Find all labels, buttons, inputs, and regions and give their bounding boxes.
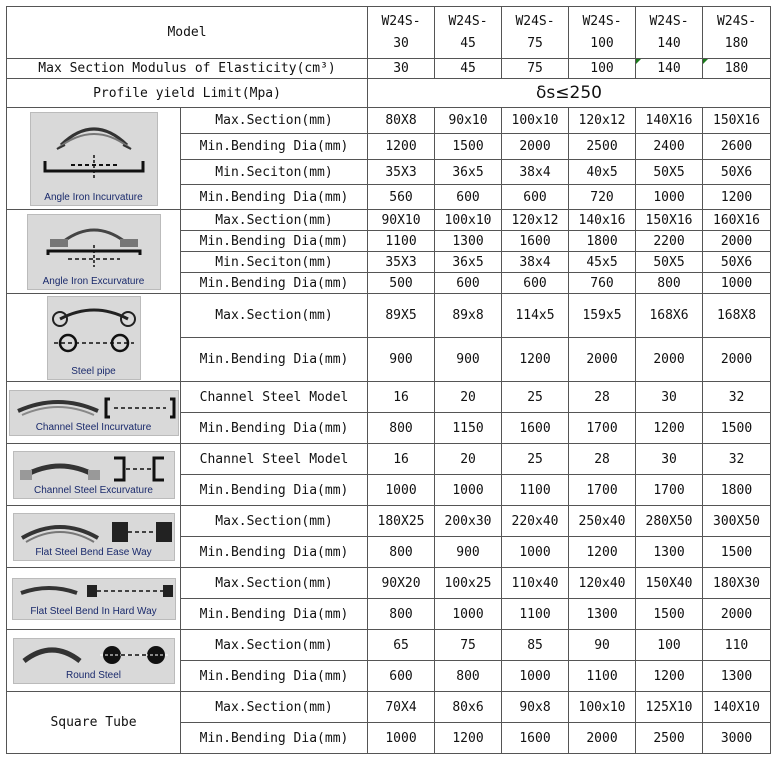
param-label: Max.Section(mm) xyxy=(181,692,368,723)
table-cell: 90x10 xyxy=(435,108,502,134)
model-line2: 180 xyxy=(724,35,749,51)
table-cell: 45x5 xyxy=(569,252,636,273)
table-cell: 150X16 xyxy=(703,108,771,134)
group-image-angle-incurvature xyxy=(7,108,181,210)
group-caption: Angle Iron Incurvature xyxy=(44,191,143,203)
table-cell: 168X6 xyxy=(636,294,703,338)
table-cell: 2200 xyxy=(636,231,703,252)
table-cell: 159x5 xyxy=(569,294,636,338)
flat-hard-way-icon xyxy=(13,579,175,605)
table-cell: 800 xyxy=(368,413,435,444)
table-cell: 100 xyxy=(636,630,703,661)
table-cell: 1700 xyxy=(569,413,636,444)
group-caption: Channel Steel Incurvature xyxy=(35,421,152,433)
table-cell: 500 xyxy=(368,273,435,294)
table-cell: 1100 xyxy=(502,475,569,506)
table-cell: 168X8 xyxy=(703,294,771,338)
table-cell: 32 xyxy=(703,444,771,475)
table-cell: 90x8 xyxy=(502,692,569,723)
table-cell: 1000 xyxy=(636,185,703,210)
table-cell: 2400 xyxy=(636,134,703,160)
table-cell: 600 xyxy=(435,273,502,294)
table-cell: 30 xyxy=(636,444,703,475)
table-cell: 1200 xyxy=(368,134,435,160)
param-label: Channel Steel Model xyxy=(181,444,368,475)
table-cell: 1200 xyxy=(636,661,703,692)
angle-excurvature-illustration xyxy=(27,214,161,290)
table-cell: 800 xyxy=(636,273,703,294)
steel-pipe-illustration xyxy=(47,296,141,380)
table-cell: 28 xyxy=(569,382,636,413)
table-cell: 2600 xyxy=(703,134,771,160)
model-label: Model xyxy=(7,7,368,59)
round-steel-illustration xyxy=(13,638,175,684)
table-cell: 600 xyxy=(502,185,569,210)
table-cell: 110x40 xyxy=(502,568,569,599)
param-label: Min.Bending Dia(mm) xyxy=(181,273,368,294)
table-cell: 50X5 xyxy=(636,252,703,273)
table-cell: 1600 xyxy=(502,723,569,754)
table-cell: 180X30 xyxy=(703,568,771,599)
table-cell: 900 xyxy=(435,537,502,568)
param-label: Max.Section(mm) xyxy=(181,506,368,537)
model-header-30 xyxy=(368,7,435,59)
table-cell: 25 xyxy=(502,444,569,475)
table-cell: 1000 xyxy=(703,273,771,294)
header-row xyxy=(7,7,771,59)
table-cell: 80X8 xyxy=(368,108,435,134)
table-cell: 16 xyxy=(368,444,435,475)
table-cell: 1300 xyxy=(435,231,502,252)
table-cell: 250x40 xyxy=(569,506,636,537)
table-cell: 150X40 xyxy=(636,568,703,599)
table-cell: 30 xyxy=(636,382,703,413)
table-cell: 32 xyxy=(703,382,771,413)
modulus-value: 75 xyxy=(502,59,569,79)
param-label: Min.Bending Dia(mm) xyxy=(181,413,368,444)
table-cell: 38x4 xyxy=(502,160,569,185)
table-cell: 180X25 xyxy=(368,506,435,537)
table-cell: 2000 xyxy=(636,338,703,382)
table-cell: 1700 xyxy=(569,475,636,506)
table-cell: 75 xyxy=(435,630,502,661)
table-cell: 600 xyxy=(368,661,435,692)
modulus-value-text: 180 xyxy=(724,61,749,76)
table-cell: 1500 xyxy=(636,599,703,630)
table-row xyxy=(7,444,771,475)
table-cell: 800 xyxy=(435,661,502,692)
group-image-steel-pipe xyxy=(7,294,181,382)
table-cell: 800 xyxy=(368,599,435,630)
table-cell: 36x5 xyxy=(435,160,502,185)
model-header-100 xyxy=(569,7,636,59)
table-row xyxy=(7,108,771,134)
param-label: Min.Bending Dia(mm) xyxy=(181,231,368,252)
param-label: Max.Section(mm) xyxy=(181,108,368,134)
group-caption: Round Steel xyxy=(65,669,122,681)
table-cell: 760 xyxy=(569,273,636,294)
model-line1: W24S- xyxy=(381,13,421,29)
model-header-140 xyxy=(636,7,703,59)
table-cell: 20 xyxy=(435,444,502,475)
group-image-channel-incurvature xyxy=(7,382,181,444)
table-cell: 200x30 xyxy=(435,506,502,537)
table-cell: 1500 xyxy=(703,413,771,444)
group-caption: Steel pipe xyxy=(71,365,116,377)
modulus-value: 100 xyxy=(569,59,636,79)
model-line2: 100 xyxy=(590,35,614,51)
yield-label: Profile yield Limit(Mpa) xyxy=(7,79,368,108)
param-label: Min.Seciton(mm) xyxy=(181,252,368,273)
table-cell: 600 xyxy=(435,185,502,210)
table-cell: 2000 xyxy=(703,231,771,252)
table-cell: 560 xyxy=(368,185,435,210)
table-cell: 150X16 xyxy=(636,210,703,231)
group-caption: Channel Steel Excurvature xyxy=(34,484,153,496)
param-label: Min.Bending Dia(mm) xyxy=(181,661,368,692)
group-caption: Flat Steel Bend Ease Way xyxy=(35,546,152,558)
table-cell: 38x4 xyxy=(502,252,569,273)
table-cell: 140X16 xyxy=(636,108,703,134)
group-image-flat-hard-way xyxy=(7,568,181,630)
modulus-label: Max Section Modulus of Elasticity(cm³) xyxy=(7,59,368,79)
table-cell: 2500 xyxy=(636,723,703,754)
table-cell: 900 xyxy=(435,338,502,382)
cell-marker xyxy=(703,59,708,64)
channel-excurvature-illustration xyxy=(13,451,175,499)
table-cell: 1200 xyxy=(435,723,502,754)
table-cell: 110 xyxy=(703,630,771,661)
channel-incurvature-illustration xyxy=(9,390,179,436)
table-cell: 1200 xyxy=(636,413,703,444)
table-cell: 50X6 xyxy=(703,252,771,273)
table-cell: 89X5 xyxy=(368,294,435,338)
modulus-value: 45 xyxy=(435,59,502,79)
table-cell: 600 xyxy=(502,273,569,294)
table-cell: 280X50 xyxy=(636,506,703,537)
param-label: Channel Steel Model xyxy=(181,382,368,413)
table-row xyxy=(7,210,771,231)
table-cell: 2000 xyxy=(569,723,636,754)
model-line1: W24S- xyxy=(582,13,622,29)
table-cell: 1000 xyxy=(502,537,569,568)
model-line2: 30 xyxy=(393,35,409,51)
table-cell: 65 xyxy=(368,630,435,661)
group-caption: Flat Steel Bend In Hard Way xyxy=(30,605,157,617)
table-cell: 1300 xyxy=(703,661,771,692)
table-cell: 1200 xyxy=(502,338,569,382)
table-cell: 160X16 xyxy=(703,210,771,231)
table-cell: 3000 xyxy=(703,723,771,754)
table-cell: 70X4 xyxy=(368,692,435,723)
group-image-angle-excurvature xyxy=(7,210,181,294)
table-cell: 25 xyxy=(502,382,569,413)
cell-marker xyxy=(636,59,641,64)
group-caption: Angle Iron Excurvature xyxy=(42,275,145,287)
table-cell: 28 xyxy=(569,444,636,475)
table-cell: 36x5 xyxy=(435,252,502,273)
table-cell: 50X5 xyxy=(636,160,703,185)
flat-ease-way-illustration xyxy=(13,513,175,561)
table-cell: 1600 xyxy=(502,413,569,444)
table-cell: 1200 xyxy=(703,185,771,210)
table-cell: 1100 xyxy=(368,231,435,252)
modulus-value: 30 xyxy=(368,59,435,79)
table-cell: 100x10 xyxy=(502,108,569,134)
table-cell: 1500 xyxy=(435,134,502,160)
param-label: Min.Seciton(mm) xyxy=(181,160,368,185)
table-cell: 35X3 xyxy=(368,160,435,185)
table-cell: 50X6 xyxy=(703,160,771,185)
table-cell: 1150 xyxy=(435,413,502,444)
modulus-value xyxy=(703,59,771,79)
table-cell: 100x10 xyxy=(435,210,502,231)
yield-row xyxy=(7,79,771,108)
param-label: Min.Bending Dia(mm) xyxy=(181,338,368,382)
table-cell: 1700 xyxy=(636,475,703,506)
flat-hard-way-illustration xyxy=(12,578,176,620)
table-cell: 1500 xyxy=(703,537,771,568)
model-line1: W24S- xyxy=(649,13,689,29)
table-cell: 120x12 xyxy=(502,210,569,231)
model-header-75 xyxy=(502,7,569,59)
table-cell: 1100 xyxy=(569,661,636,692)
model-header-45 xyxy=(435,7,502,59)
param-label: Min.Bending Dia(mm) xyxy=(181,537,368,568)
table-cell: 1100 xyxy=(502,599,569,630)
channel-incurvature-icon xyxy=(10,391,178,423)
table-cell: 89x8 xyxy=(435,294,502,338)
param-label: Max.Section(mm) xyxy=(181,630,368,661)
param-label: Min.Bending Dia(mm) xyxy=(181,475,368,506)
table-cell: 1300 xyxy=(569,599,636,630)
model-line1: W24S- xyxy=(716,13,757,29)
table-row xyxy=(7,630,771,661)
model-line1: W24S- xyxy=(448,13,488,29)
table-cell: 1000 xyxy=(502,661,569,692)
param-label: Min.Bending Dia(mm) xyxy=(181,134,368,160)
table-row xyxy=(7,568,771,599)
group-label-square-tube: Square Tube xyxy=(7,692,181,754)
table-cell: 140x16 xyxy=(569,210,636,231)
yield-value: δs≤250 xyxy=(368,79,771,108)
table-cell: 125X10 xyxy=(636,692,703,723)
table-cell: 2500 xyxy=(569,134,636,160)
angle-excurvature-icon xyxy=(28,215,160,273)
table-cell: 120x40 xyxy=(569,568,636,599)
table-cell: 800 xyxy=(368,537,435,568)
table-row xyxy=(7,294,771,338)
param-label: Min.Bending Dia(mm) xyxy=(181,185,368,210)
param-label: Max.Section(mm) xyxy=(181,294,368,338)
table-cell: 2000 xyxy=(703,338,771,382)
steel-pipe-icon xyxy=(48,297,140,363)
table-cell: 900 xyxy=(368,338,435,382)
group-image-flat-ease-way xyxy=(7,506,181,568)
model-line2: 140 xyxy=(657,35,681,51)
param-label: Min.Bending Dia(mm) xyxy=(181,599,368,630)
modulus-row xyxy=(7,59,771,79)
param-label: Max.Section(mm) xyxy=(181,568,368,599)
table-cell: 1000 xyxy=(368,475,435,506)
angle-incurvature-illustration xyxy=(30,112,158,206)
table-cell: 80x6 xyxy=(435,692,502,723)
table-cell: 720 xyxy=(569,185,636,210)
table-cell: 35X3 xyxy=(368,252,435,273)
table-cell: 90 xyxy=(569,630,636,661)
modulus-value xyxy=(636,59,703,79)
angle-incurvature-icon xyxy=(31,113,157,187)
param-label: Min.Bending Dia(mm) xyxy=(181,723,368,754)
model-line2: 75 xyxy=(527,35,543,51)
table-cell: 90X20 xyxy=(368,568,435,599)
model-header-180 xyxy=(703,7,771,59)
table-cell: 220x40 xyxy=(502,506,569,537)
table-cell: 1800 xyxy=(569,231,636,252)
table-cell: 1000 xyxy=(435,599,502,630)
table-cell: 1200 xyxy=(569,537,636,568)
round-steel-icon xyxy=(14,639,174,671)
table-row xyxy=(7,506,771,537)
model-line2: 45 xyxy=(460,35,476,51)
table-cell: 140X10 xyxy=(703,692,771,723)
table-cell: 2000 xyxy=(569,338,636,382)
flat-ease-way-icon xyxy=(14,514,174,548)
model-line1: W24S- xyxy=(515,13,555,29)
channel-excurvature-icon xyxy=(14,452,174,486)
table-cell: 120x12 xyxy=(569,108,636,134)
table-cell: 40x5 xyxy=(569,160,636,185)
table-cell: 100x25 xyxy=(435,568,502,599)
table-cell: 1600 xyxy=(502,231,569,252)
param-label: Max.Section(mm) xyxy=(181,210,368,231)
table-cell: 85 xyxy=(502,630,569,661)
table-cell: 1800 xyxy=(703,475,771,506)
table-row xyxy=(7,692,771,723)
group-image-channel-excurvature xyxy=(7,444,181,506)
spec-table xyxy=(6,6,771,754)
table-cell: 100x10 xyxy=(569,692,636,723)
table-cell: 16 xyxy=(368,382,435,413)
table-cell: 300X50 xyxy=(703,506,771,537)
table-row xyxy=(7,382,771,413)
table-cell: 2000 xyxy=(502,134,569,160)
modulus-value-text: 140 xyxy=(657,61,681,76)
table-cell: 114x5 xyxy=(502,294,569,338)
table-cell: 1300 xyxy=(636,537,703,568)
table-cell: 20 xyxy=(435,382,502,413)
table-cell: 90X10 xyxy=(368,210,435,231)
group-image-round-steel xyxy=(7,630,181,692)
table-cell: 2000 xyxy=(703,599,771,630)
table-cell: 1000 xyxy=(435,475,502,506)
table-cell: 1000 xyxy=(368,723,435,754)
